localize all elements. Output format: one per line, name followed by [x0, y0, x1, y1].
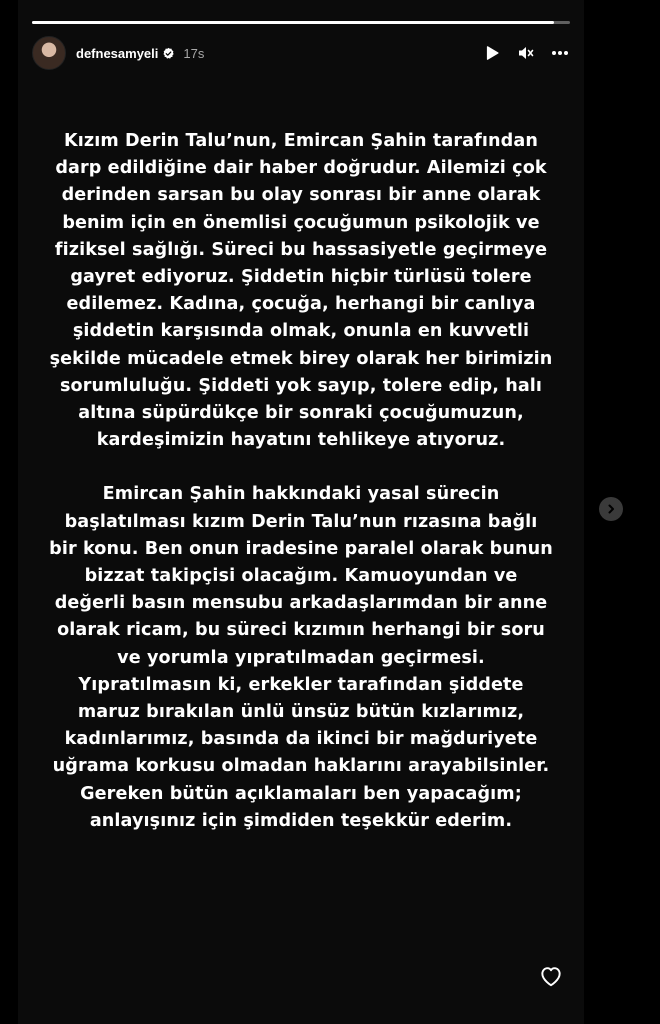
story-paragraph — [40, 481, 562, 835]
mute-button[interactable] — [516, 43, 536, 63]
story-card[interactable] — [18, 0, 584, 1024]
story-text-line: altına süpürdükçe bir sonraki çocuğumuzun, — [78, 403, 524, 424]
story-text-line: edilemez. Kadına, çocuğa, herhangi bir canlıya — [66, 294, 536, 315]
story-timestamp: 17s — [183, 45, 205, 61]
play-icon — [484, 45, 500, 61]
story-text-line: gayret ediyoruz. Şiddetin hiçbir türlüsü tolere — [70, 267, 532, 288]
story-text-line: ve yorumla yıpratılmadan geçirmesi. — [117, 647, 485, 668]
story-progress-bar — [32, 21, 570, 24]
story-text-line: şiddetin karşısında olmak, onunla en kuvvetli — [72, 321, 530, 342]
story-text-line: uğrama korkusu olmadan haklarını arayabilsinler. — [52, 756, 550, 777]
story-text-line: maruz bırakılan ünlü ünsüz bütün kızlarımız, — [77, 702, 525, 723]
story-text-line: değerli basın mensubu arkadaşlarımdan bir anne — [54, 593, 548, 614]
story-header — [32, 36, 570, 70]
story-text-line: başlatılması kızım Derin Talu’nun rızasına bağlı — [64, 511, 538, 532]
story-text-line: bizzat takipçisi olacağım. Kamuoyundan ve — [84, 566, 518, 587]
story-text-line: olarak ricam, bu süreci kızımın herhangi bir soru — [57, 620, 545, 641]
story-text-line: Kızım Derin Talu’nun, Emircan Şahin tarafından — [64, 131, 538, 151]
story-text-line: Gereken bütün açıklamaları ben yapacağım; — [80, 783, 522, 804]
story-text — [40, 128, 562, 862]
story-text-line: Yıpratılmasın ki, erkekler tarafından şiddete — [78, 674, 524, 695]
story-controls — [482, 43, 570, 63]
story-text-line: şekilde mücadele etmek birey olarak her birimizin — [49, 348, 553, 369]
story-text-line: kadınlarımız, basında da ikinci bir mağduriyete — [64, 729, 538, 750]
story-progress-fill — [32, 21, 554, 24]
avatar[interactable] — [32, 36, 66, 70]
verified-badge-icon — [162, 47, 175, 60]
more-options-button[interactable] — [550, 43, 570, 63]
story-text-line: bir konu. Ben onun iradesine paralel olarak bunun — [49, 538, 553, 559]
username[interactable]: defnesamyeli — [76, 45, 159, 61]
story-text-line: Emircan Şahin hakkındaki yasal sürecin — [102, 484, 500, 505]
heart-icon[interactable] — [538, 963, 564, 989]
next-story-button[interactable] — [599, 497, 623, 521]
chevron-right-icon — [605, 503, 617, 515]
story-paragraph — [40, 128, 562, 454]
story-text-line: fiziksel sağlığı. Süreci bu hassasiyetle geçirmeye — [54, 239, 548, 260]
story-text-line: kardeşimizin hayatını tehlikeye atıyoruz. — [96, 430, 506, 451]
story-text-line: darp edildiğine dair haber doğrudur. Ailemizi çok — [55, 158, 547, 179]
play-button[interactable] — [482, 43, 502, 63]
story-text-line: benim için en önemlisi çocuğumun psikolojik ve — [62, 212, 540, 233]
story-text-line: derinden sarsan bu olay sonrası bir anne olarak — [61, 185, 541, 206]
more-options-icon — [550, 43, 570, 63]
story-text-line: anlayışınız için şimdiden teşekkür ederim. — [89, 810, 513, 831]
story-text-line: sorumluluğu. Şiddeti yok sayıp, tolere edip, halı — [59, 375, 543, 396]
muted-speaker-icon — [517, 44, 535, 62]
